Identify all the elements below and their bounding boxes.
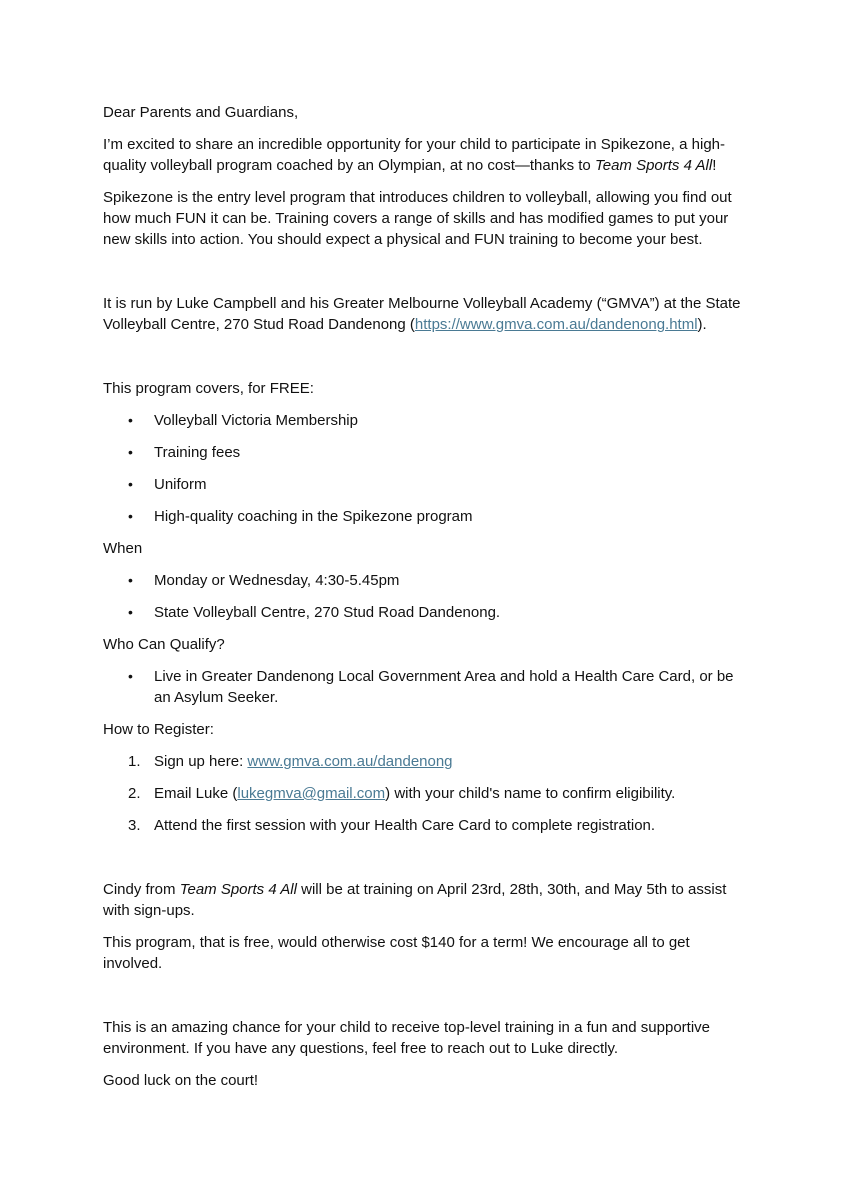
when-heading: When: [103, 540, 143, 557]
step-number: 3.: [128, 817, 141, 834]
gmva-link[interactable]: https://www.gmva.com.au/dandenong.html: [414, 316, 698, 333]
covers-heading: This program covers, for FREE:: [103, 380, 314, 397]
list-item: • High-quality coaching in the Spikezone program: [128, 508, 473, 525]
list-item: 3. Attend the first session with your Health Care Card to complete registration.: [128, 817, 656, 834]
runby-text: It is run by Luke Campbell and his Greater Melbourne Volleyball Academy (“GMVA”) at the State Volleyball Centre, 270 Stud Road Dandenong (: [103, 295, 741, 333]
step-number: 1.: [128, 753, 141, 770]
intro-end: !: [712, 157, 717, 174]
email-link[interactable]: lukegmva@gmail.com: [237, 785, 386, 802]
bullet-icon: •: [128, 412, 133, 428]
greeting: Dear Parents and Guardians,: [103, 104, 299, 121]
description-paragraph: Spikezone is the entry level program that introduces children to volleyball, allowing you find out how much FUN it can be. Training covers a range of skills and has modified games to put your new skills into action. You should expect a physical and FUN training to become your best.: [103, 189, 732, 248]
register-heading: How to Register:: [103, 721, 214, 738]
cindy-paragraph: Cindy from Team Sports 4 All will be at training on April 23rd, 28th, 30th, and May 5th to assist with sign-ups.: [103, 881, 727, 919]
closing-paragraph: This is an amazing chance for your child to receive top-level training in a fun and supportive environment. If you have any questions, feel free to reach out to Luke directly.: [103, 1019, 710, 1057]
step-number: 2.: [128, 785, 141, 802]
list-item: • Live in Greater Dandenong Local Government Area and hold a Health Care Card, or be an Asylum Seeker.: [128, 668, 734, 706]
list-item: • Uniform: [128, 476, 207, 493]
list-item: • State Volleyball Centre, 270 Stud Road Dandenong.: [128, 604, 501, 621]
bullet-icon: •: [128, 508, 133, 524]
bullet-icon: •: [128, 668, 133, 684]
list-item: • Monday or Wednesday, 4:30-5.45pm: [128, 572, 400, 589]
list-item: 2. Email Luke (lukegmva@gmail.com) with your child's name to confirm eligibility.: [128, 785, 676, 802]
intro-text: I’m excited to share an incredible opportunity for your child to participate in Spikezone, a high-quality volleyball program coached by an Olympian, at no cost—thanks to: [103, 136, 726, 174]
covers-list: [103, 410, 743, 527]
runby-end: ).: [697, 316, 707, 333]
cost-paragraph: This program, that is free, would otherwise cost $140 for a term! We encourage all to get involved.: [103, 934, 690, 972]
qualify-heading: Who Can Qualify?: [103, 636, 225, 653]
signoff: Good luck on the court!: [103, 1072, 259, 1089]
bullet-icon: •: [128, 572, 133, 588]
org-name: Team Sports 4 All: [179, 881, 297, 898]
bullet-icon: •: [128, 476, 133, 492]
list-item: • Training fees: [128, 444, 241, 461]
org-name: Team Sports 4 All: [594, 157, 713, 174]
register-steps: [103, 751, 743, 836]
bullet-icon: •: [128, 604, 133, 620]
list-item: • Volleyball Victoria Membership: [128, 412, 358, 429]
list-item: 1. Sign up here: www.gmva.com.au/dandenong: [128, 753, 453, 770]
bullet-icon: •: [128, 444, 133, 460]
letter-body: [103, 102, 743, 1091]
runby-paragraph: [103, 293, 743, 335]
intro-paragraph: [103, 134, 743, 176]
when-list: [103, 570, 743, 623]
qualify-list: [103, 666, 743, 708]
signup-link[interactable]: www.gmva.com.au/dandenong: [247, 753, 453, 770]
